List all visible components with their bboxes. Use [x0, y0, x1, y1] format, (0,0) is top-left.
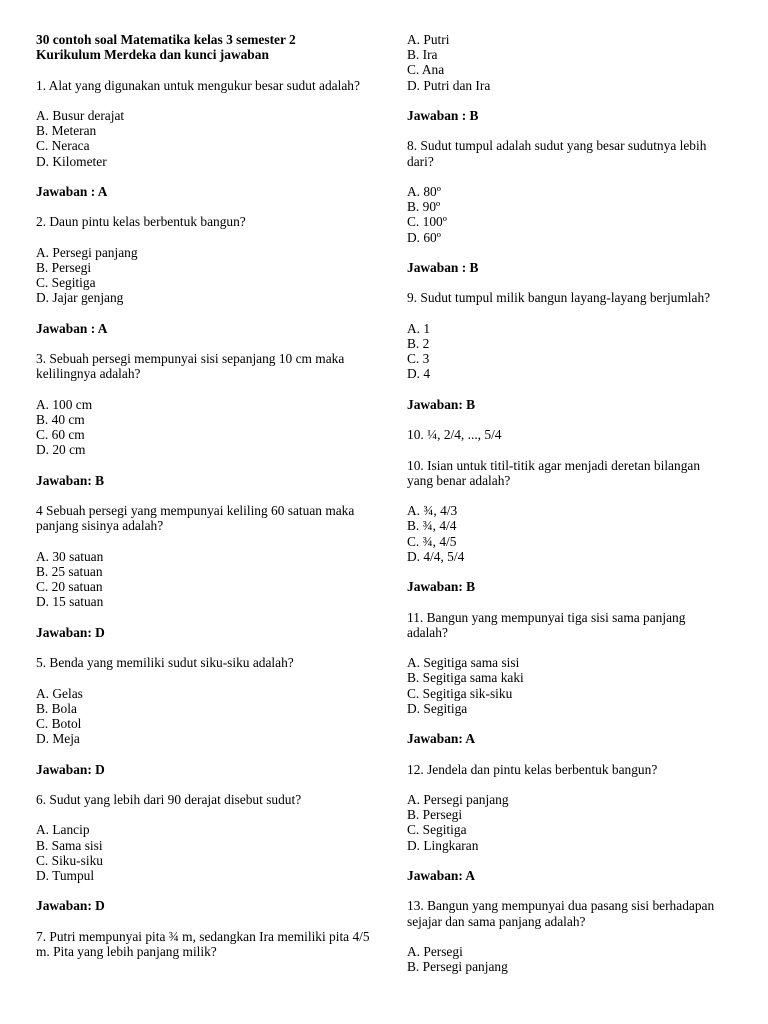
- answer-option: D. Tumpul: [36, 867, 95, 883]
- spacer: [36, 640, 372, 655]
- answer-option: D. Lingkaran: [407, 837, 479, 853]
- answer-option: C. 3: [407, 351, 430, 367]
- document-title: 30 contoh soal Matematika kelas 3 semester 2: [36, 32, 296, 47]
- answer-options: [36, 397, 372, 458]
- right-questions: [407, 32, 727, 974]
- answer-option: B. 25 satuan: [36, 563, 103, 579]
- answer-option: C. Segitiga sik-siku: [407, 685, 513, 701]
- spacer: [36, 914, 372, 929]
- spacer: [407, 716, 727, 731]
- answer-option: C. Segitiga: [407, 822, 467, 838]
- spacer: [36, 777, 372, 792]
- answer-option: C. 60 cm: [36, 427, 85, 443]
- answer-option: A. Lancip: [36, 822, 90, 838]
- spacer: [407, 929, 727, 944]
- answer-option: A. 30 satuan: [36, 548, 104, 564]
- answer-option: C. Siku-siku: [36, 852, 103, 868]
- answer-key: Jawaban: D: [36, 898, 105, 914]
- spacer: [36, 169, 372, 184]
- question-text: 13. Bangun yang mempunyai dua pasang sisi berhadapan sejajar dan sama panjang adalah?: [407, 898, 715, 929]
- spacer: [407, 382, 727, 397]
- answer-key: Jawaban : B: [407, 259, 479, 275]
- answer-options: [36, 822, 372, 883]
- question-text: 9. Sudut tumpul milik bangun layang-layang berjumlah?: [407, 290, 711, 306]
- spacer: [407, 306, 727, 321]
- spacer: [407, 93, 727, 108]
- left-column: [36, 32, 372, 959]
- answer-key: Jawaban : A: [36, 320, 108, 336]
- answer-option: B. Sama sisi: [36, 837, 103, 853]
- spacer: [407, 746, 727, 761]
- spacer: [407, 594, 727, 609]
- answer-option: D. Meja: [36, 731, 80, 747]
- answer-option: D. 20 cm: [36, 442, 86, 458]
- answer-option: B. 90º: [407, 199, 441, 215]
- answer-option: B. 40 cm: [36, 411, 85, 427]
- answer-options: [407, 321, 727, 382]
- answer-key: Jawaban: B: [407, 396, 476, 412]
- answer-option: A. 80º: [407, 183, 441, 199]
- spacer: [407, 883, 727, 898]
- answer-option: A. Busur derajat: [36, 107, 125, 123]
- spacer: [407, 777, 727, 792]
- spacer: [36, 746, 372, 761]
- answer-option: A. Persegi: [407, 943, 463, 959]
- answer-option: A. Putri: [407, 32, 450, 47]
- spacer: [407, 245, 727, 260]
- answer-key: Jawaban: A: [407, 731, 476, 747]
- spacer: [36, 534, 372, 549]
- answer-option: B. Ira: [407, 47, 438, 63]
- answer-options: [36, 108, 372, 169]
- answer-option: A. 1: [407, 320, 431, 336]
- answer-option: B. Persegi: [407, 807, 463, 823]
- answer-option: B. 2: [407, 335, 430, 351]
- question-text: 2. Daun pintu kelas berbentuk bangun?: [36, 214, 246, 230]
- spacer: [407, 488, 727, 503]
- answer-option: C. ¾, 4/5: [407, 533, 457, 549]
- spacer: [36, 382, 372, 397]
- question-text: 1. Alat yang digunakan untuk mengukur besar sudut adalah?: [36, 77, 360, 93]
- question-text: 11. Bangun yang mempunyai tiga sisi sama panjang adalah?: [407, 609, 686, 640]
- spacer: [36, 93, 372, 108]
- answer-options: [407, 792, 727, 853]
- answer-option: B. Segitiga sama kaki: [407, 670, 524, 686]
- right-column: [407, 32, 727, 974]
- answer-options: [407, 503, 727, 564]
- question-text: 5. Benda yang memiliki sudut siku-siku adalah?: [36, 655, 294, 671]
- answer-option: A. ¾, 4/3: [407, 503, 458, 519]
- answer-options: [36, 245, 372, 306]
- answer-option: B. Bola: [36, 700, 77, 716]
- answer-option: A. Persegi panjang: [407, 791, 509, 807]
- spacer: [407, 640, 727, 655]
- answer-options: [36, 686, 372, 747]
- answer-option: C. Neraca: [36, 138, 90, 154]
- answer-option: D. 4: [407, 366, 431, 382]
- spacer: [407, 853, 727, 868]
- answer-option: A. Persegi panjang: [36, 244, 138, 260]
- answer-option: D. Kilometer: [36, 153, 107, 169]
- answer-options: [407, 32, 727, 93]
- answer-option: C. Segitiga: [36, 275, 96, 291]
- answer-option: B. Meteran: [36, 123, 97, 139]
- question-text: 4 Sebuah persegi yang mempunyai keliling 60 satuan maka panjang sisinya adalah?: [36, 503, 355, 534]
- spacer: [36, 670, 372, 685]
- spacer: [36, 306, 372, 321]
- spacer: [407, 275, 727, 290]
- spacer: [36, 610, 372, 625]
- answer-option: D. 60º: [407, 229, 441, 245]
- answer-option: D. Jajar genjang: [36, 290, 124, 306]
- answer-options: [407, 655, 727, 716]
- answer-key: Jawaban : B: [407, 108, 479, 123]
- spacer: [36, 807, 372, 822]
- question-text: 3. Sebuah persegi mempunyai sisi sepanjang 10 cm maka kelilingnya adalah?: [36, 351, 345, 382]
- answer-key: Jawaban: B: [407, 579, 476, 595]
- question-text: 12. Jendela dan pintu kelas berbentuk bangun?: [407, 761, 658, 777]
- answer-option: D. 15 satuan: [36, 594, 104, 610]
- document-subtitle: Kurikulum Merdeka dan kunci jawaban: [36, 47, 269, 63]
- answer-option: C. Ana: [407, 62, 445, 78]
- question-text: 6. Sudut yang lebih dari 90 derajat disebut sudut?: [36, 791, 302, 807]
- answer-option: B. ¾, 4/4: [407, 518, 457, 534]
- answer-key: Jawaban: A: [407, 867, 476, 883]
- left-questions: [36, 78, 372, 960]
- answer-option: C. 20 satuan: [36, 579, 103, 595]
- answer-option: D. Segitiga: [407, 700, 468, 716]
- answer-key: Jawaban: B: [36, 472, 105, 488]
- answer-option: A. Segitiga sama sisi: [407, 655, 520, 671]
- question-text: 10. ¼, 2/4, ..., 5/4: [407, 427, 502, 443]
- spacer: [36, 62, 372, 77]
- spacer: [36, 883, 372, 898]
- spacer: [36, 488, 372, 503]
- question-text: 10. Isian untuk titil-titik agar menjadi deretan bilangan yang benar adalah?: [407, 457, 701, 488]
- answer-option: C. Botol: [36, 715, 82, 731]
- answer-option: D. Putri dan Ira: [407, 77, 491, 93]
- spacer: [407, 564, 727, 579]
- spacer: [36, 199, 372, 214]
- answer-option: A. Gelas: [36, 685, 83, 701]
- answer-option: B. Persegi: [36, 259, 92, 275]
- question-text: 8. Sudut tumpul adalah sudut yang besar sudutnya lebih dari?: [407, 138, 707, 169]
- question-text: 7. Putri mempunyai pita ¾ m, sedangkan Ira memiliki pita 4/5 m. Pita yang lebih panjang milik?: [36, 928, 370, 959]
- spacer: [36, 336, 372, 351]
- spacer: [407, 412, 727, 427]
- spacer: [407, 169, 727, 184]
- answer-key: Jawaban: D: [36, 761, 105, 777]
- spacer: [407, 123, 727, 138]
- answer-options: [407, 184, 727, 245]
- answer-option: D. 4/4, 5/4: [407, 548, 465, 564]
- answer-option: B. Persegi panjang: [407, 959, 508, 975]
- answer-option: C. 100º: [407, 214, 447, 230]
- answer-options: [407, 944, 727, 974]
- answer-key: Jawaban: D: [36, 624, 105, 640]
- spacer: [407, 442, 727, 457]
- answer-key: Jawaban : A: [36, 183, 108, 199]
- spacer: [36, 458, 372, 473]
- answer-option: A. 100 cm: [36, 396, 93, 412]
- spacer: [36, 230, 372, 245]
- answer-options: [36, 549, 372, 610]
